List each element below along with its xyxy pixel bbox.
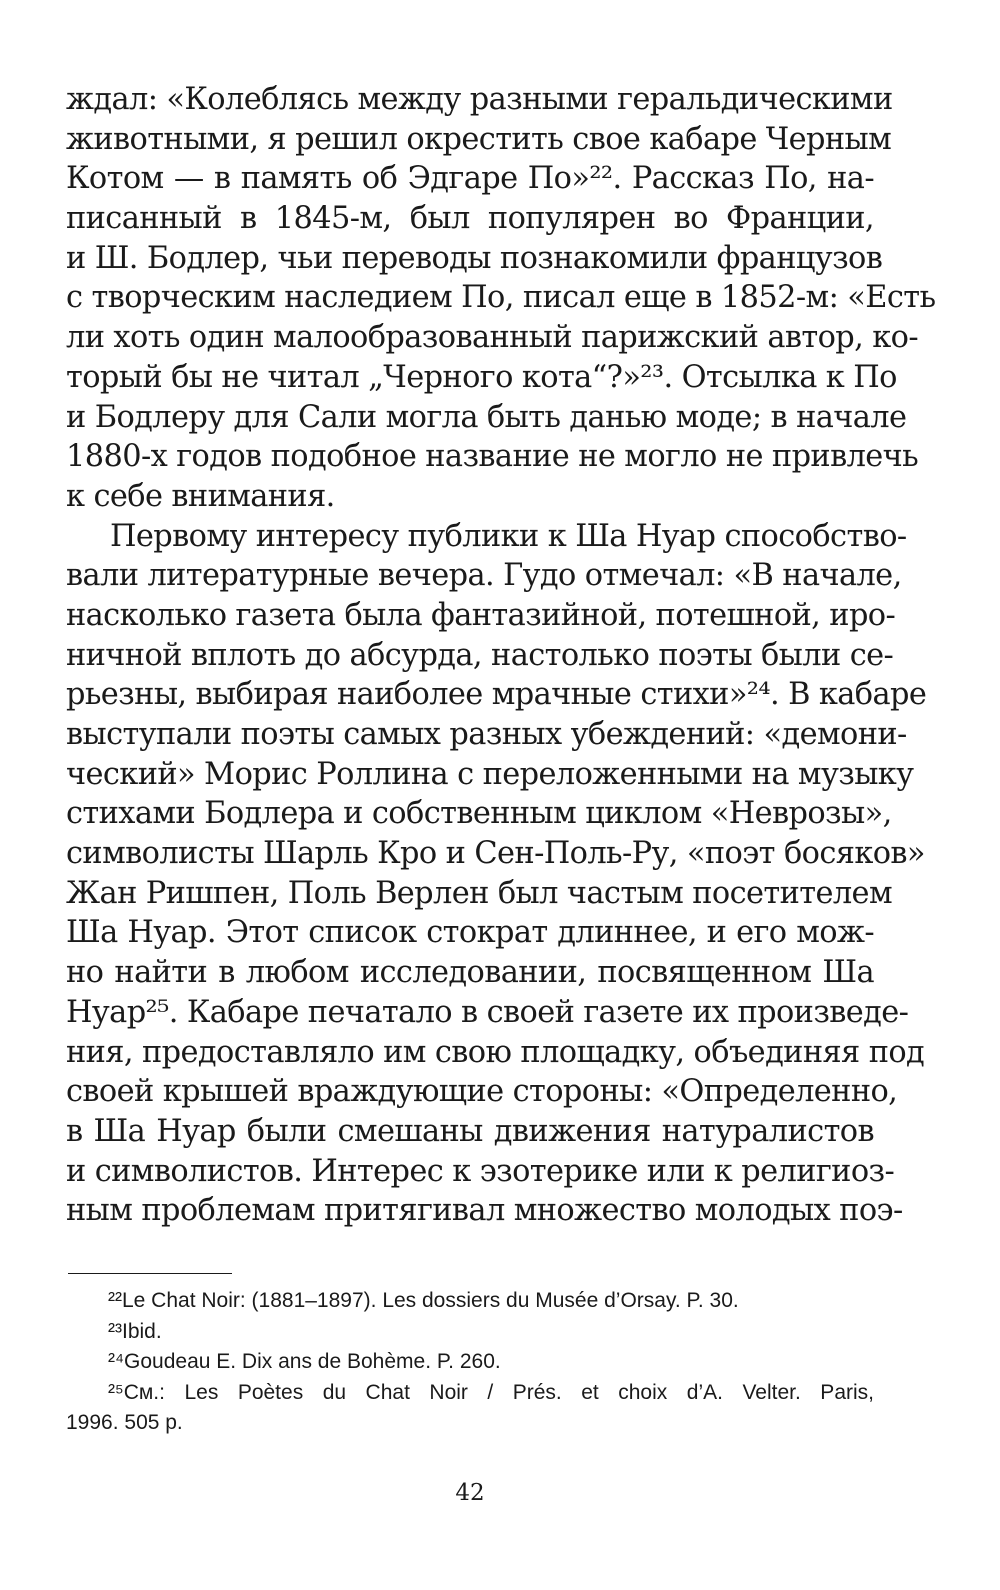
text-line: к себе внимания. xyxy=(66,478,335,514)
footnote-23: ²³Ibid. xyxy=(108,1319,162,1343)
text-line: но найти в любом исследовании, посвященном Ша xyxy=(66,955,874,991)
footnote-divider xyxy=(68,1273,232,1274)
text-line: с творческим наследием По, писал еще в 1852-м: «Есть xyxy=(66,280,936,316)
text-line: вали литературные вечера. Гудо отмечал: «В начале, xyxy=(66,558,902,594)
paragraph-start-line: Первому интересу публики к Ша Нуар способство- xyxy=(110,518,907,554)
footnote-25: ²⁵См.: Les Poètes du Chat Noir / Prés. et choix d’A. Velter. Paris, xyxy=(108,1380,874,1404)
text-line: в Ша Нуар были смешаны движения натуралистов xyxy=(66,1113,874,1149)
text-line: 1880-х годов подобное название не могло не привлечь xyxy=(66,439,919,475)
footnote-24: ²⁴Goudeau E. Dix ans de Bohème. P. 260. xyxy=(108,1350,501,1373)
footnote-25-continued: 1996. 505 p. xyxy=(66,1411,183,1434)
text-line: Ша Нуар. Этот список стократ длиннее, и его мож- xyxy=(66,915,874,951)
text-line: ния, предоставляло им свою площадку, объединяя под xyxy=(66,1034,925,1070)
text-line: животными, я решил окрестить свое кабаре Черным xyxy=(66,121,892,157)
text-line: Нуар²⁵. Кабаре печатало в своей газете их произведе- xyxy=(66,994,909,1030)
text-line: символисты Шарль Кро и Сен-Поль-Ру, «поэт босяков» xyxy=(66,836,925,872)
text-line: и Ш. Бодлер, чьи переводы познакомили французов xyxy=(66,240,883,276)
text-line: Жан Ришпен, Поль Верлен был частым посетителем xyxy=(66,875,892,911)
text-line: ждал: «Колеблясь между разными геральдическими xyxy=(66,82,893,117)
text-line: Котом — в память об Эдгаре По»²². Рассказ По, на- xyxy=(66,161,874,197)
text-line: писанный в 1845-м, был популярен во Франции, xyxy=(66,201,874,237)
text-line: насколько газета была фантазийной, потешной, иро- xyxy=(66,597,896,633)
text-line: рьезны, выбирая наиболее мрачные стихи»²⁴. В кабаре xyxy=(66,677,927,713)
text-line: торый бы не читал „Черного кота“?»²³. Отсылка к По xyxy=(66,359,897,395)
footnotes xyxy=(66,1286,874,1439)
text-line: и Бодлеру для Сали могла быть данью моде; в начале xyxy=(66,399,907,435)
footnote-22: ²²Le Chat Noir: (1881–1897). Les dossiers du Musée d’Orsay. P. 30. xyxy=(108,1289,739,1312)
text-line: выступали поэты самых разных убеждений: «демони- xyxy=(66,717,907,752)
text-line: стихами Бодлера и собственным циклом «Неврозы», xyxy=(66,796,892,832)
text-line: ли хоть один малообразованный парижский автор, ко- xyxy=(66,320,918,356)
page-number: 42 xyxy=(455,1480,485,1506)
text-line: своей крышей враждующие стороны: «Определенно, xyxy=(66,1074,898,1110)
text-line: ничной вплоть до абсурда, настолько поэты были се- xyxy=(66,637,894,673)
book-page xyxy=(66,80,936,1540)
main-text xyxy=(66,80,936,1231)
text-line: и символистов. Интерес к эзотерике или к религиоз- xyxy=(66,1153,895,1189)
text-line: ческий» Морис Роллина с переложенными на музыку xyxy=(66,756,914,792)
text-line: ным проблемам притягивал множество молодых поэ- xyxy=(66,1193,903,1229)
